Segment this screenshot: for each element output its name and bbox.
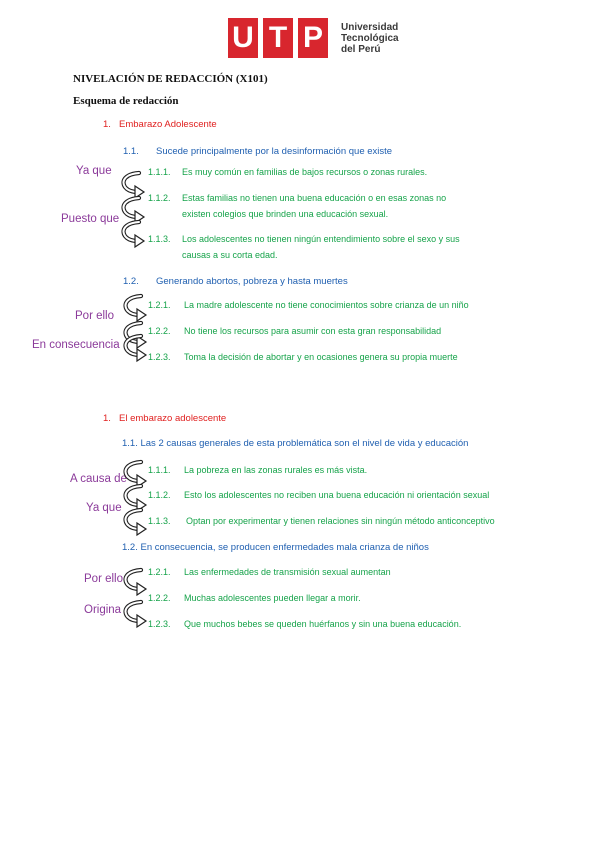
section2-heading-number: 1. [103, 413, 111, 424]
logo-letter-t [263, 18, 293, 58]
connector-por-ello: Por ello [75, 310, 114, 322]
section1-item112-number: 1.1.2. [148, 193, 171, 203]
section1-item121: La madre adolescente no tiene conocimientos sobre crianza de un niño [184, 300, 469, 310]
curved-arrow-icon [119, 171, 147, 199]
section2-item121: Las enfermedades de transmisión sexual aumentan [184, 567, 391, 577]
section1-item112-line1: Estas familias no tienen una buena educación o en esas zonas no [182, 193, 447, 203]
logo-letter-u [228, 18, 258, 58]
section2-item121-number: 1.2.1. [148, 567, 171, 577]
logo-letter-p [298, 18, 328, 58]
connector-por-ello: Por ello [84, 573, 123, 585]
section2-item122-number: 1.2.2. [148, 593, 171, 603]
section2-item113: Optan por experimentar y tienen relaciones sin ningún método anticonceptivo [186, 516, 495, 526]
section1-sub1-number: 1.1. [123, 146, 139, 157]
section2-heading: El embarazo adolescente [119, 413, 227, 424]
section1-item112-line2: existen colegios que brinden una educación sexual. [182, 209, 389, 219]
curved-arrow-icon [121, 508, 149, 536]
curved-arrow-icon [121, 334, 149, 362]
logo-line: Universidad [341, 22, 399, 33]
connector-origina: Origina [84, 604, 122, 616]
section1-sub2-number: 1.2. [123, 276, 139, 287]
logo-letter: U [232, 21, 254, 54]
section1-item123: Toma la decisión de abortar y en ocasiones genera su propia muerte [184, 352, 458, 362]
section1-item111: Es muy común en familias de bajos recursos o zonas rurales. [182, 167, 428, 177]
section2-item112-number: 1.1.2. [148, 490, 171, 500]
section1-item123-number: 1.2.3. [148, 352, 171, 362]
section1-heading: Embarazo Adolescente [119, 119, 217, 130]
section1-item113-line1: Los adolescentes no tienen ningún entendimiento sobre el sexo y sus [182, 234, 460, 244]
connector-en-consecuencia: En consecuencia [32, 339, 120, 351]
curved-arrow-icon [119, 220, 147, 248]
curved-arrow-icon [121, 294, 149, 322]
logo-line: Tecnológica [341, 33, 399, 44]
section1-item121-number: 1.2.1. [148, 300, 171, 310]
logo-line: del Perú [341, 44, 381, 55]
section2-item123: Que muchos bebes se queden huérfanos y sin una buena educación. [184, 619, 462, 629]
document-title: NIVELACIÓN DE REDACCIÓN (X101) [73, 73, 268, 85]
section2-item111-number: 1.1.1. [148, 465, 171, 475]
section2-item111: La pobreza en las zonas rurales es más vista. [184, 465, 368, 475]
curved-arrow-icon [121, 568, 149, 596]
section1-item122-number: 1.2.2. [148, 326, 171, 336]
connector-ya-que: Ya que [86, 502, 122, 514]
section1-item111-number: 1.1.1. [148, 167, 171, 177]
section1-sub2: Generando abortos, pobreza y hasta muertes [156, 276, 348, 287]
curved-arrow-icon [121, 600, 149, 628]
document-subtitle: Esquema de redacción [73, 95, 179, 107]
logo-letter: P [302, 21, 323, 54]
connector-puesto-que: Puesto que [61, 213, 120, 225]
section2-sub2: 1.2. En consecuencia, se producen enfermedades mala crianza de niños [122, 542, 429, 553]
section2-sub1: 1.1. Las 2 causas generales de esta problemática son el nivel de vida y educación [122, 438, 469, 449]
connector-ya-que: Ya que [76, 165, 112, 177]
section1-heading-number: 1. [103, 119, 111, 130]
section2-item113-number: 1.1.3. [148, 516, 171, 526]
connector-a-causa-de: A causa de [70, 473, 127, 485]
section1-item113-number: 1.1.3. [148, 234, 171, 244]
section1-item113-line2: causas a su corta edad. [182, 250, 278, 260]
section1-item122: No tiene los recursos para asumir con esta gran responsabilidad [184, 326, 442, 336]
logo-letter: T [268, 21, 288, 54]
section2-item122: Muchas adolescentes pueden llegar a morir. [184, 593, 361, 603]
logo-university-name [341, 22, 399, 55]
section2-item112: Esto los adolescentes no reciben una buena educación ni orientación sexual [184, 490, 490, 500]
section2-item123-number: 1.2.3. [148, 619, 171, 629]
section1-sub1: Sucede principalmente por la desinformación que existe [156, 146, 393, 157]
